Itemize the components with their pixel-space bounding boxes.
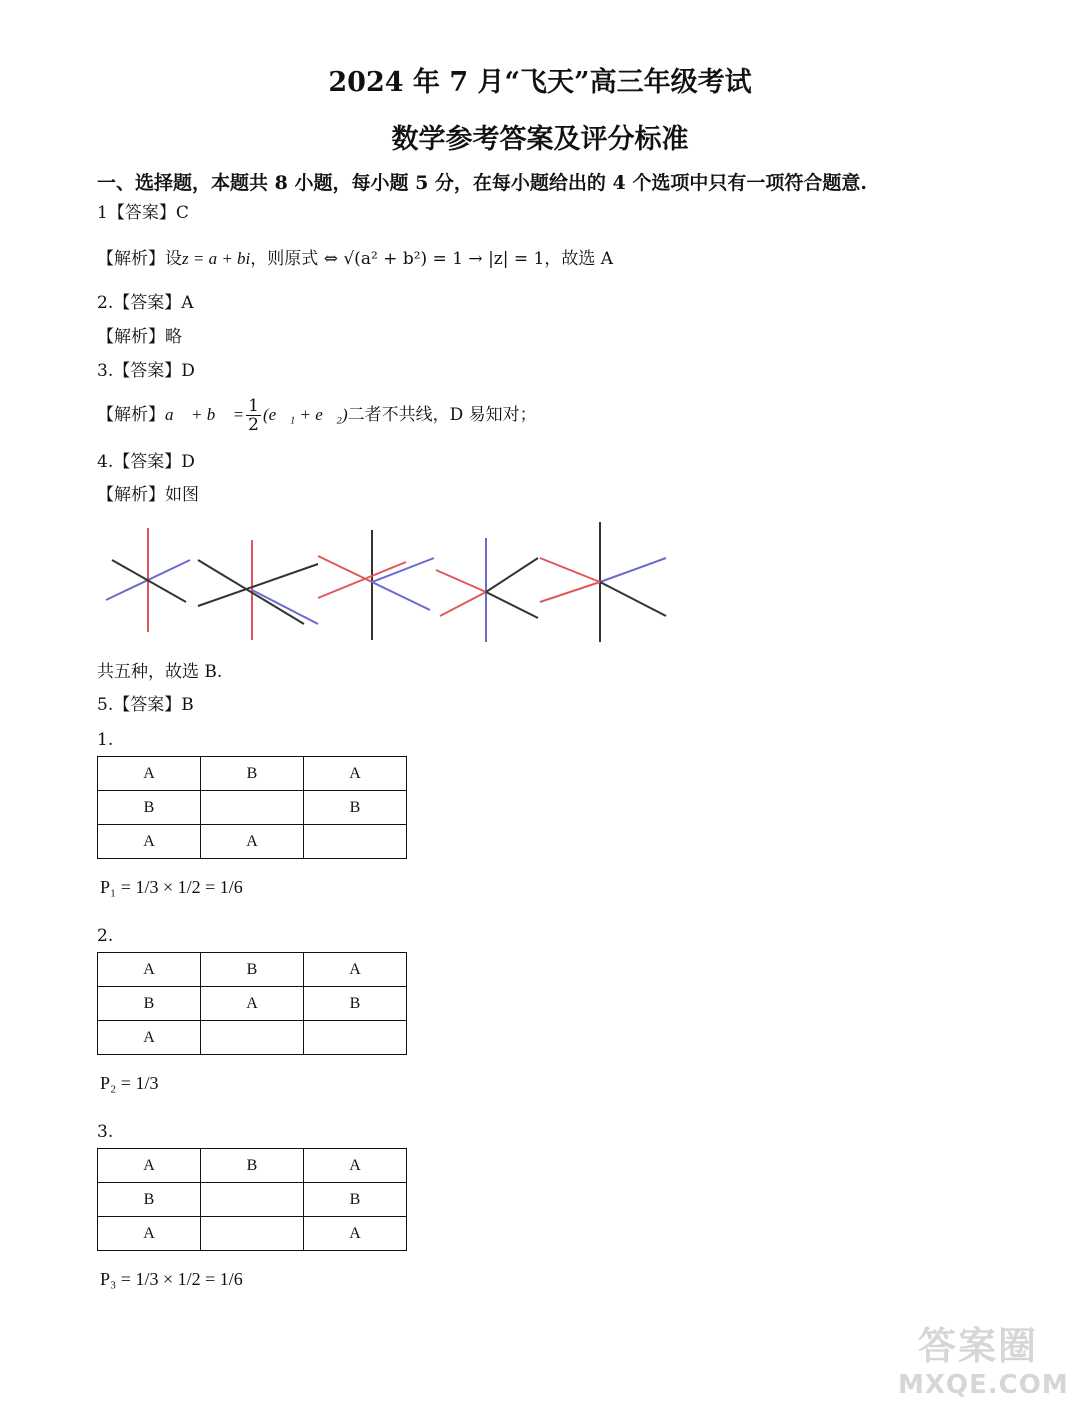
grid-cell: A	[98, 1149, 201, 1183]
q2-analysis: 【解析】略	[97, 327, 182, 347]
grid-cell: A	[98, 953, 201, 987]
q1-suffix: ，故选 A	[544, 249, 614, 269]
case-2-label: 2.	[97, 926, 114, 946]
watermark-logo	[898, 1315, 1069, 1405]
q3-frac-num: 1	[248, 396, 259, 416]
grid-cell: B	[304, 1183, 407, 1217]
case-1-formula: P₁ = 1/3 × 1/2 = 1/6	[100, 877, 243, 897]
watermark-bottom: MXQE.COM	[898, 1370, 1069, 1400]
q3-analysis	[97, 390, 537, 440]
figure-star-4	[436, 538, 538, 642]
grid-cell: A	[98, 757, 201, 791]
grid-cell: B	[98, 1183, 201, 1217]
grid-cell: B	[201, 953, 304, 987]
q3-expr-right: (e⃗₁ + e⃗₂)	[262, 405, 348, 424]
grid-cell	[304, 1021, 407, 1055]
q1-answer: 1【答案】C	[97, 203, 189, 223]
q3-answer: 3.【答案】D	[97, 361, 195, 381]
case-3-label: 3.	[97, 1122, 114, 1142]
case-2-grid	[97, 952, 407, 1055]
grid-cell: B	[304, 987, 407, 1021]
grid-cell: A	[201, 825, 304, 859]
grid-cell	[201, 1183, 304, 1217]
grid-cell: A	[201, 987, 304, 1021]
q4-analysis: 【解析】如图	[97, 485, 199, 505]
q1-analysis-prefix: 【解析】设	[97, 249, 182, 269]
grid-cell: A	[304, 953, 407, 987]
figure-star-5	[540, 522, 666, 642]
q4-conclusion: 共五种，故选 B.	[97, 662, 223, 682]
grid-cell: A	[98, 825, 201, 859]
q5-answer: 5.【答案】B	[97, 695, 194, 715]
figure-star-2	[198, 540, 318, 640]
grid-cell: B	[98, 791, 201, 825]
grid-cell: A	[304, 1217, 407, 1251]
grid-cell: B	[98, 987, 201, 1021]
page-subtitle: 数学参考答案及评分标准	[391, 124, 689, 155]
grid-cell: A	[304, 1149, 407, 1183]
grid-cell: A	[98, 1217, 201, 1251]
q3-fraction	[246, 397, 261, 434]
q3-expr-left: a⃗ + b⃗ =	[165, 405, 245, 424]
grid-cell	[201, 791, 304, 825]
watermark-top: 答案圈	[917, 1324, 1038, 1368]
q3-analysis-prefix: 【解析】	[97, 405, 165, 425]
figure-star-3	[318, 530, 434, 640]
grid-cell: B	[304, 791, 407, 825]
q1-analysis	[97, 249, 613, 269]
grid-cell	[201, 1021, 304, 1055]
case-1-label: 1.	[97, 730, 114, 750]
q2-answer: 2.【答案】A	[97, 293, 194, 313]
q1-mid: ，则原式 ⇔ √(a² + b²) = 1 → |z| = 1	[250, 249, 545, 269]
grid-cell: B	[201, 757, 304, 791]
grid-cell	[201, 1217, 304, 1251]
case-1-grid	[97, 756, 407, 859]
grid-cell	[304, 825, 407, 859]
grid-cell: B	[201, 1149, 304, 1183]
grid-cell: A	[98, 1021, 201, 1055]
q4-line-figure	[100, 518, 670, 644]
q4-answer: 4.【答案】D	[97, 452, 195, 472]
q3-frac-den: 2	[248, 415, 259, 435]
grid-cell: A	[304, 757, 407, 791]
figure-star-1	[106, 528, 190, 632]
section-heading: 一、选择题，本题共 8 小题，每小题 5 分，在每小题给出的 4 个选项中只有一项符合题意.	[97, 172, 867, 194]
case-2-formula: P₂ = 1/3	[100, 1073, 159, 1093]
q1-expr: z = a + bi	[182, 249, 251, 268]
q3-suffix: 二者不共线，D 易知对；	[347, 405, 537, 425]
case-3-formula: P₃ = 1/3 × 1/2 = 1/6	[100, 1269, 243, 1289]
case-3-grid	[97, 1148, 407, 1251]
page-title: 2024 年 7 月“飞天”高三年级考试	[328, 67, 752, 98]
